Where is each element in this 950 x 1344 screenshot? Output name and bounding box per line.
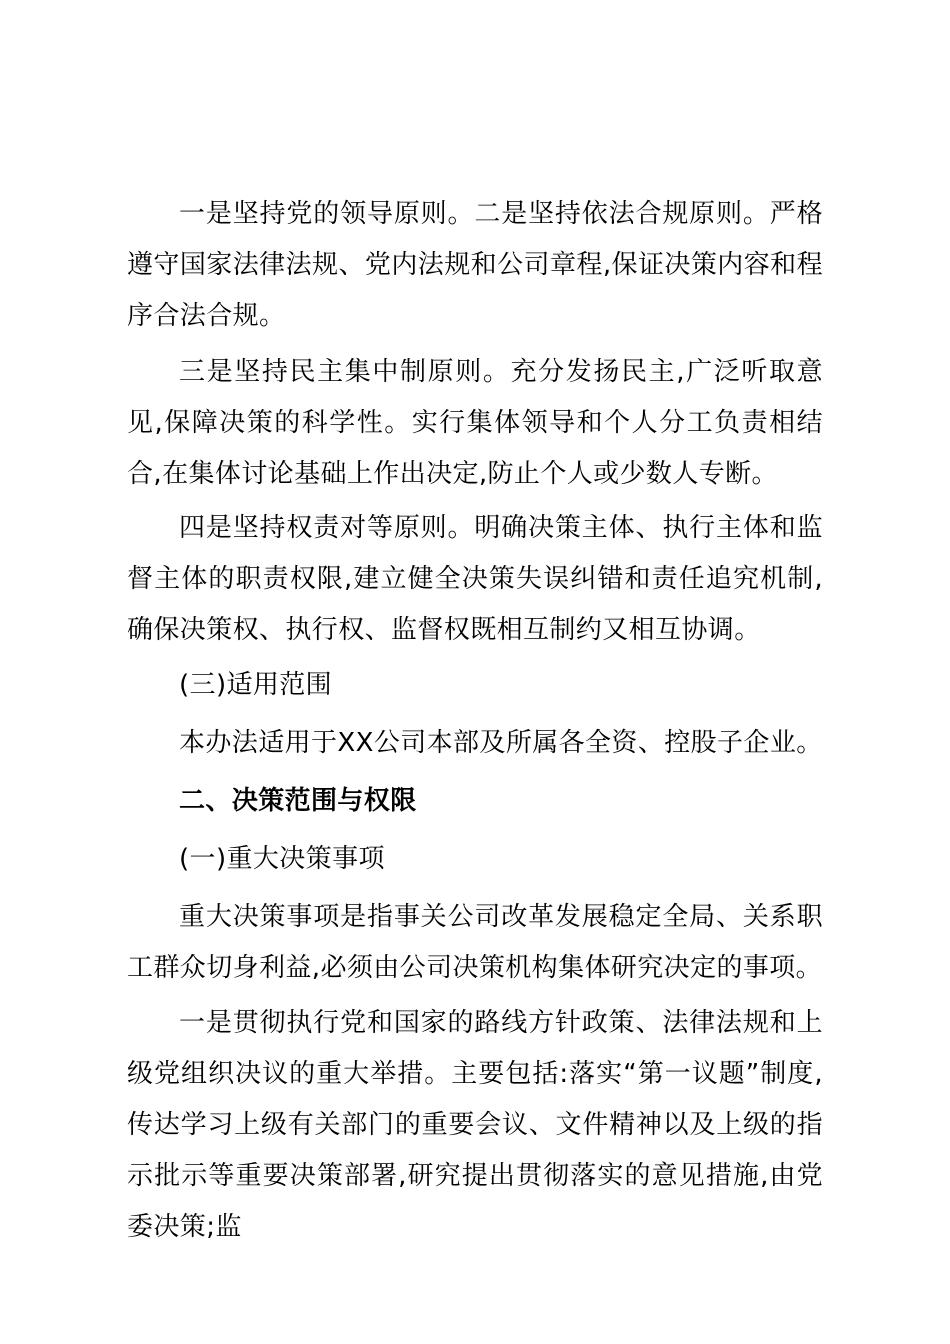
paragraph-major-decisions: 重大决策事项是指事关公司改革发展稳定全局、关系职工群众切身利益,必须由公司决策机构集体研究决定的事项。 bbox=[127, 902, 823, 983]
section-heading-decision-scope: 二、决策范围与权限 bbox=[179, 786, 417, 816]
paragraph-scope: 本办法适用于XX公司本部及所属各全资、控股子企业。 bbox=[179, 728, 823, 758]
subheading-major-decisions: (一)重大决策事项 bbox=[179, 844, 385, 874]
paragraph-principles-2: 三是坚持民主集中制原则。充分发扬民主,广泛听取意见,保障决策的科学性。实行集体领导和个人分工负责相结合,在集体讨论基础上作出决定,防止个人或少数人专断。 bbox=[127, 357, 823, 489]
subheading-scope: (三)适用范围 bbox=[179, 670, 333, 700]
paragraph-principles-1: 一是坚持党的领导原则。二是坚持依法合规原则。严格遵守国家法律法规、党内法规和公司章程,保证决策内容和程序合法合规。 bbox=[127, 199, 823, 331]
paragraph-principles-3: 四是坚持权责对等原则。明确决策主体、执行主体和监督主体的职责权限,建立健全决策失误纠错和责任追究机制,确保决策权、执行权、监督权既相互制约又相互协调。 bbox=[127, 513, 823, 645]
paragraph-first-category: 一是贯彻执行党和国家的路线方针政策、法律法规和上级党组织决议的重大举措。主要包括:落实“第一议题”制度,传达学习上级有关部门的重要会议、文件精神以及上级的指示批示等重要决策部署,研究提出贯彻落实的意见措施,由党委决策;监 bbox=[127, 1008, 823, 1242]
